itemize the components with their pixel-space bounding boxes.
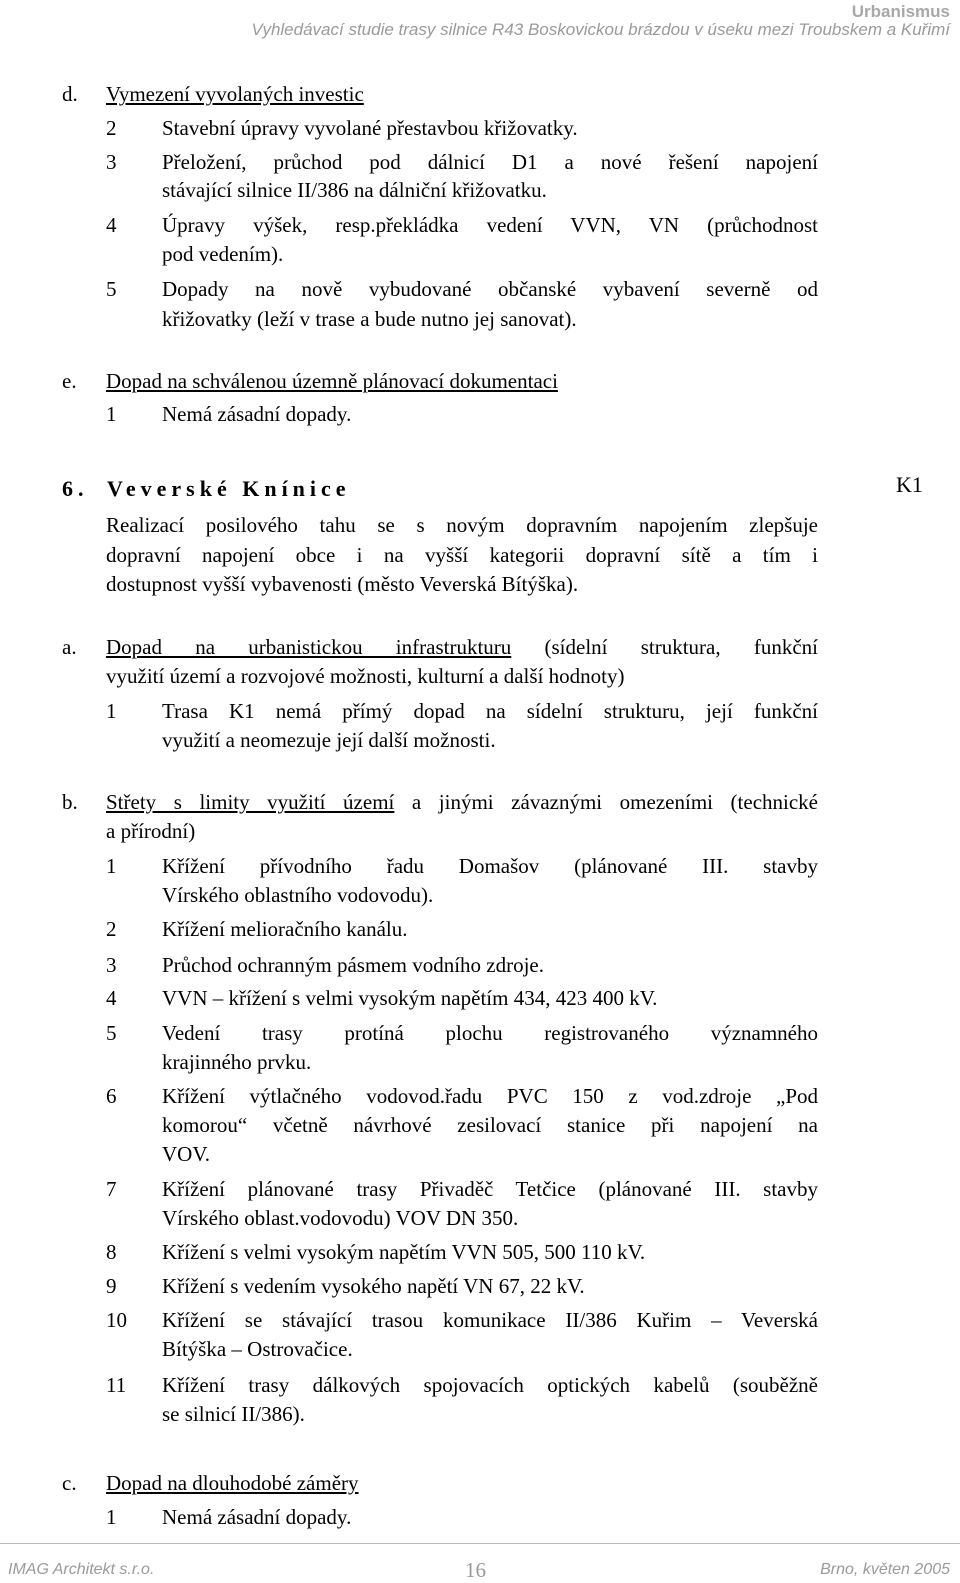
- list-item: Křížení s velmi vysokým napětím VVN 505, 500 110 kV.: [162, 1240, 646, 1264]
- section-label-c: c.: [62, 1471, 77, 1495]
- footer-rule: [0, 1543, 960, 1544]
- list-item-number: 1: [106, 1505, 117, 1529]
- list-item: Průchod ochranným pásmem vodního zdroje.: [162, 953, 544, 977]
- header-brand: Urbanismus: [851, 2, 950, 21]
- footer-date: Brno, květen 2005: [820, 1561, 950, 1578]
- list-item: Trasa K1 nemá přímý dopad na sídelní strukturu, její funkční: [162, 699, 818, 723]
- list-item-continuation: krajinného prvku.: [162, 1050, 312, 1074]
- chapter-number: 6.: [62, 476, 89, 501]
- list-item: Křížení trasy dálkových spojovacích optických kabelů (souběžně: [162, 1373, 818, 1397]
- section-title-a-line: [106, 632, 818, 662]
- list-item: Křížení výtlačného vodovod.řadu PVC 150 z vod.zdroje „Pod: [162, 1084, 818, 1108]
- list-item: Křížení přívodního řadu Domašov (plánované III. stavby: [162, 854, 818, 878]
- list-item: VVN – křížení s velmi vysokým napětím 434, 423 400 kV.: [162, 986, 658, 1010]
- list-item-continuation: využití a neomezuje její další možnosti.: [162, 728, 496, 752]
- section-title-a-continuation: využití území a rozvojové možnosti, kulturní a další hodnoty): [106, 664, 625, 688]
- list-item-number: 2: [106, 116, 117, 140]
- section-title-b-line: [106, 787, 818, 817]
- section-title-a-rest: (sídelní struktura, funkční: [511, 635, 818, 659]
- list-item-continuation: pod vedením).: [162, 242, 284, 266]
- list-item-continuation: Vírského oblastního vodovodu).: [162, 883, 434, 907]
- list-item: Vedení trasy protíná plochu registrovaného významného: [162, 1021, 818, 1045]
- list-item-number: 4: [106, 213, 117, 237]
- list-item: Křížení s vedením vysokého napětí VN 67, 22 kV.: [162, 1274, 585, 1298]
- section-title-b: Střety s limity využití území: [106, 790, 395, 814]
- list-item: Křížení se stávající trasou komunikace II/386 Kuřim – Veverská: [162, 1308, 818, 1332]
- chapter-title: Veverské Knínice: [107, 476, 351, 501]
- chapter-tag: K1: [896, 472, 923, 497]
- list-item-continuation: se silnicí II/386).: [162, 1402, 305, 1426]
- list-item-continuation: VOV.: [162, 1142, 211, 1166]
- section-title-a: Dopad na urbanistickou infrastrukturu: [106, 635, 512, 659]
- list-item-continuation: Vírského oblast.vodovodu) VOV DN 350.: [162, 1206, 519, 1230]
- list-item-number: 1: [106, 402, 117, 426]
- intro-line: Realizací posilového tahu se s novým dopravním napojením zlepšuje: [106, 513, 818, 537]
- footer-company: IMAG Architekt s.r.o.: [8, 1561, 155, 1578]
- intro-line: dostupnost vyšší vybavenosti (město Veverská Bítýška).: [106, 572, 579, 596]
- list-item: Nemá zásadní dopady.: [162, 1505, 352, 1529]
- section-title-c: Dopad na dlouhodobé záměry: [106, 1471, 359, 1495]
- list-item-number: 5: [106, 277, 117, 301]
- list-item-number: 4: [106, 986, 117, 1010]
- list-item: Dopady na nově vybudované občanské vybavení severně od: [162, 277, 818, 301]
- list-item: Nemá zásadní dopady.: [162, 402, 352, 426]
- list-item: Křížení plánované trasy Přivaděč Tetčice (plánované III. stavby: [162, 1177, 818, 1201]
- section-label-b: b.: [62, 790, 78, 814]
- list-item-number: 1: [106, 854, 117, 878]
- list-item-number: 1: [106, 699, 117, 723]
- chapter-heading: [62, 472, 351, 506]
- list-item: Křížení melioračního kanálu.: [162, 917, 408, 941]
- list-item-number: 3: [106, 953, 117, 977]
- list-item-number: 6: [106, 1084, 117, 1108]
- section-label-d: d.: [62, 82, 78, 106]
- section-title-d: Vymezení vyvolaných investic: [106, 82, 364, 106]
- section-label-e: e.: [62, 369, 77, 393]
- list-item-number: 11: [106, 1373, 127, 1397]
- section-title-b-rest: a jinými závaznými omezeními (technické: [394, 790, 818, 814]
- list-item-number: 2: [106, 917, 117, 941]
- list-item: Stavební úpravy vyvolané přestavbou křižovatky.: [162, 116, 578, 140]
- page-number: 16: [465, 1558, 486, 1582]
- header-subtitle: Vyhledávací studie trasy silnice R43 Boskovickou brázdou v úseku mezi Troubskem a Kuřimí: [251, 20, 950, 39]
- list-item-continuation: komorou“ včetně návrhové zesilovací stanice při napojení na: [162, 1113, 818, 1137]
- list-item: Úpravy výšek, resp.překládka vedení VVN, VN (průchodnost: [162, 213, 818, 237]
- intro-line: dopravní napojení obce i na vyšší kategorii dopravní sítě a tím i: [106, 543, 818, 567]
- list-item-number: 10: [106, 1308, 127, 1332]
- list-item-number: 8: [106, 1240, 117, 1264]
- list-item-continuation: křižovatky (leží v trase a bude nutno jej sanovat).: [162, 307, 577, 331]
- section-title-b-continuation: a přírodní): [106, 819, 196, 843]
- list-item-continuation: Bítýška – Ostrovačice.: [162, 1337, 353, 1361]
- section-label-a: a.: [62, 635, 77, 659]
- list-item-number: 5: [106, 1021, 117, 1045]
- section-title-e: Dopad na schválenou územně plánovací dokumentaci: [106, 369, 558, 393]
- list-item-continuation: stávající silnice II/386 na dálniční křižovatku.: [162, 178, 547, 202]
- list-item: Přeložení, průchod pod dálnicí D1 a nové řešení napojení: [162, 150, 818, 174]
- list-item-number: 3: [106, 150, 117, 174]
- list-item-number: 9: [106, 1274, 117, 1298]
- list-item-number: 7: [106, 1177, 117, 1201]
